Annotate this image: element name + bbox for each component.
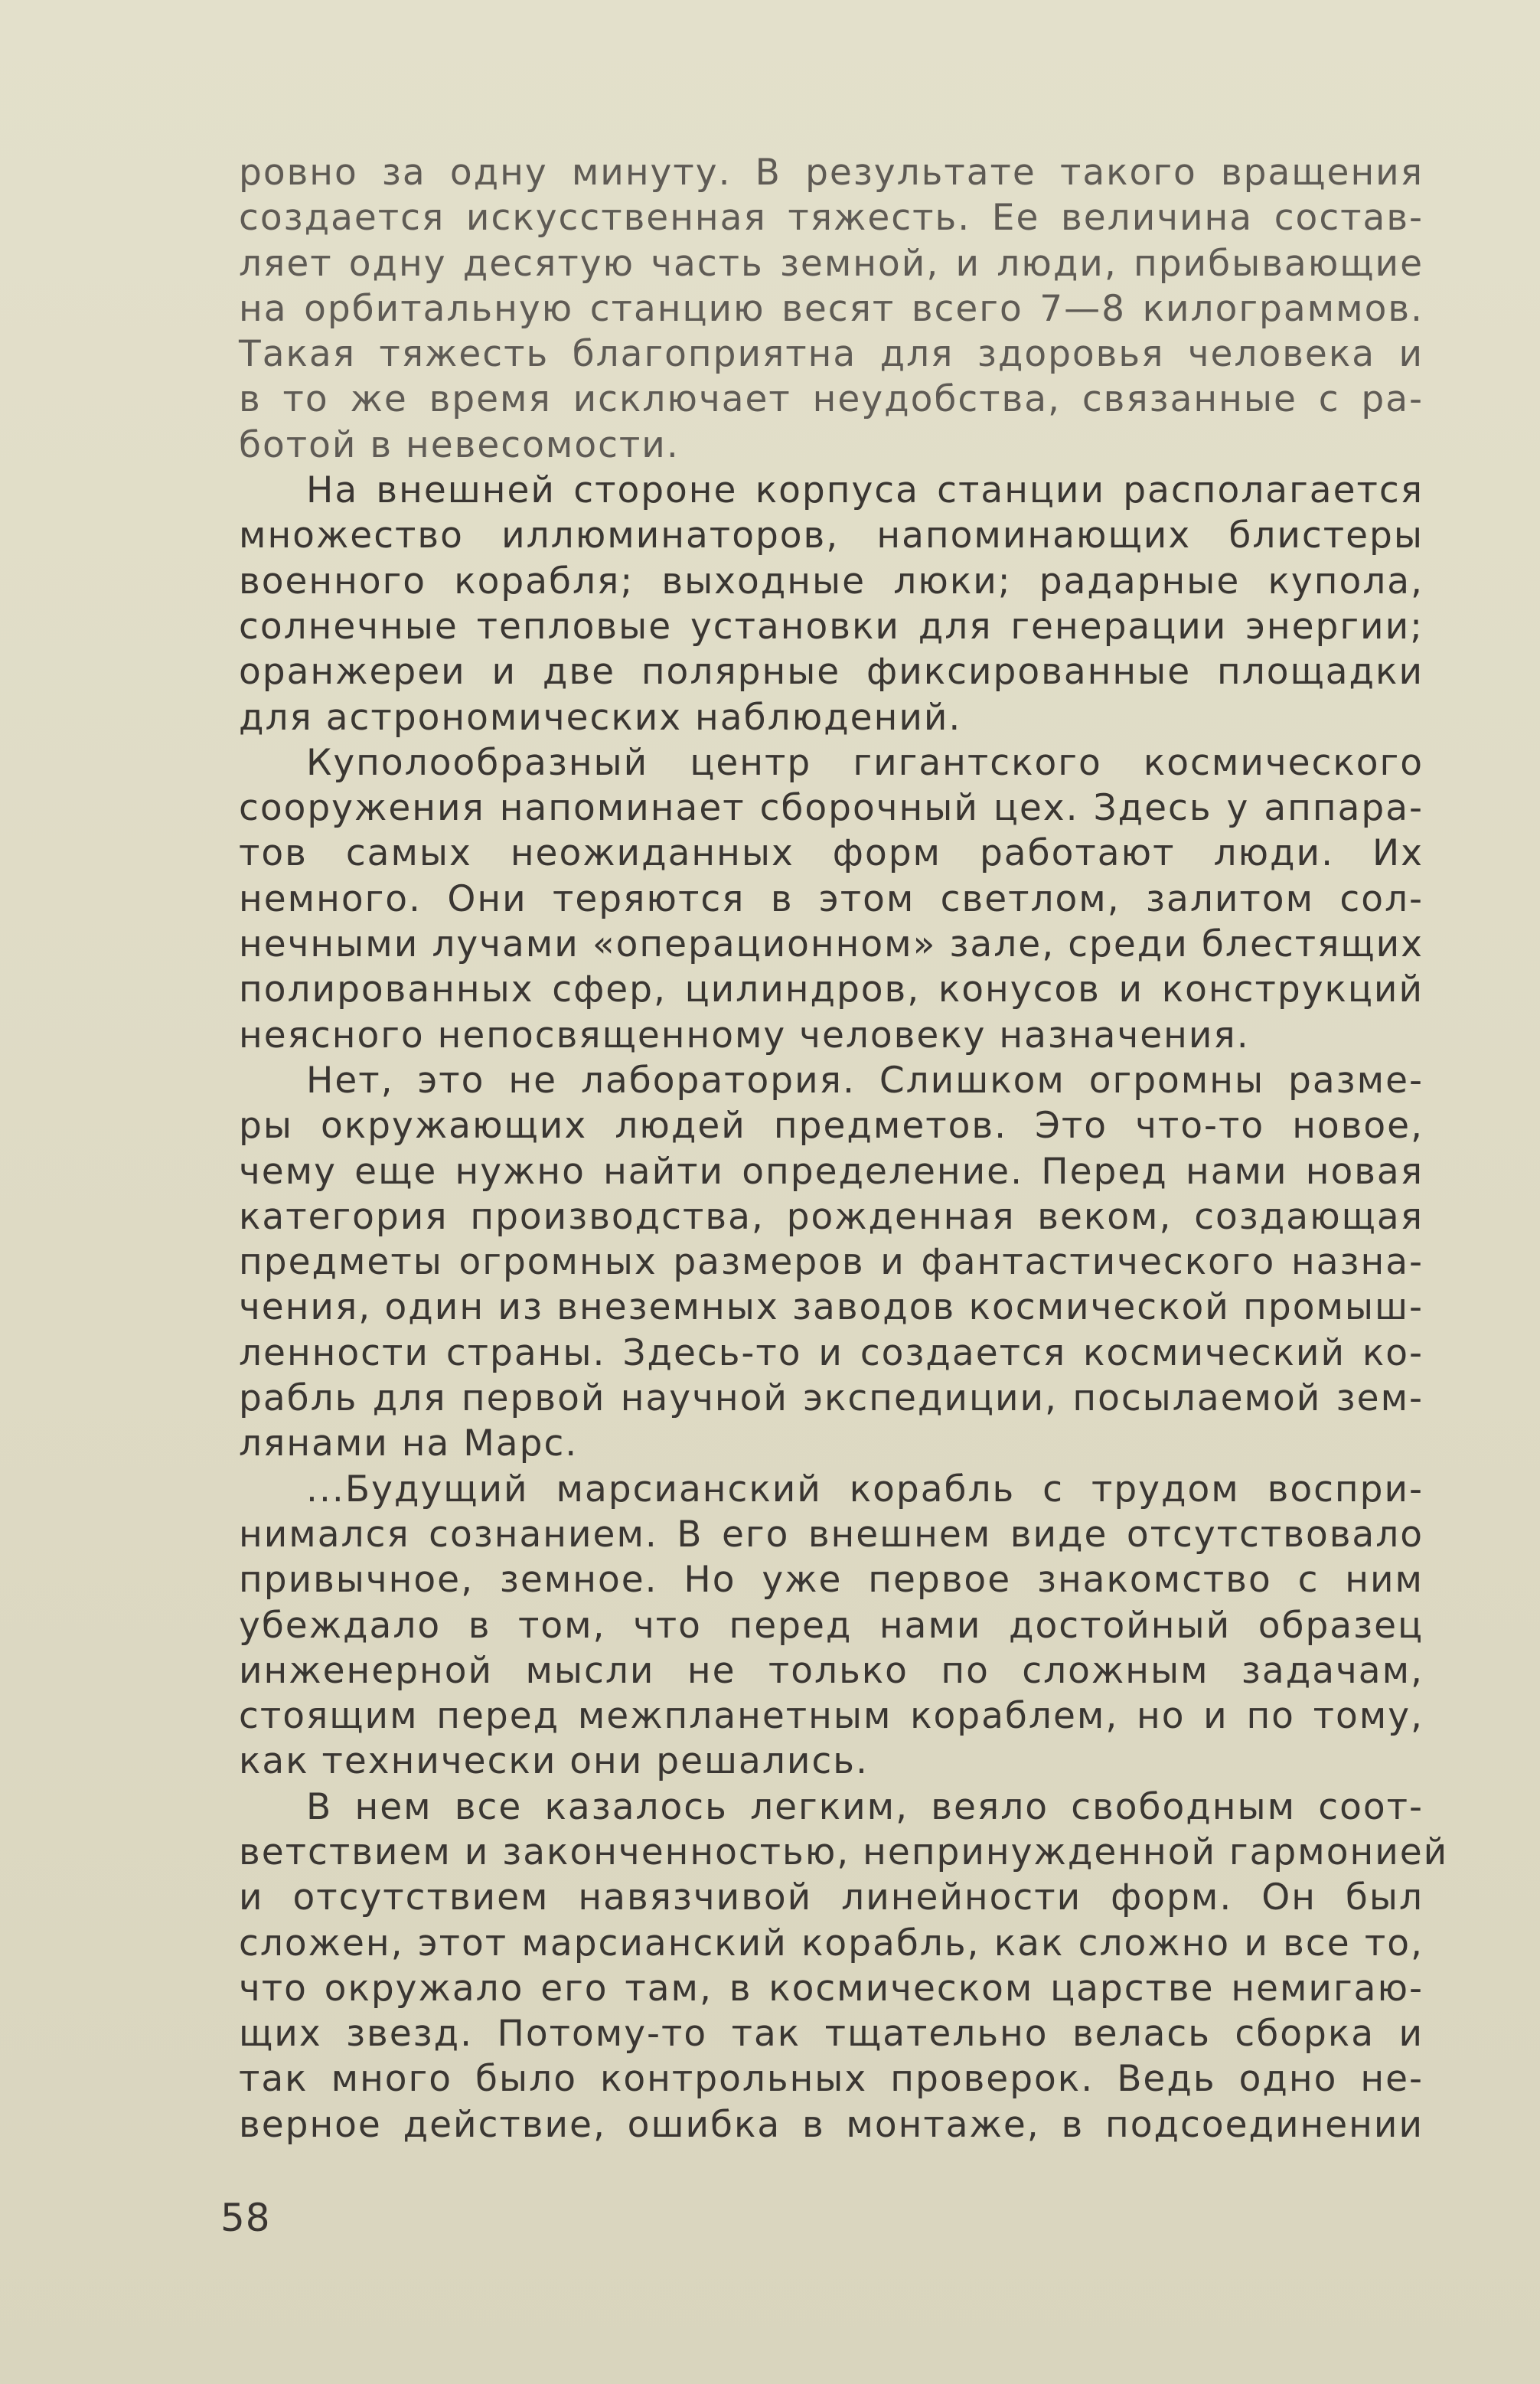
text-line: немного. Они теряются в этом светлом, залитом сол-: [239, 877, 1424, 920]
text-line: солнечные тепловые установки для генерации энергии;: [239, 605, 1424, 648]
text-line: категория производства, рожденная веком, создающая: [239, 1195, 1424, 1238]
text-line: чему еще нужно найти определение. Перед нами новая: [239, 1150, 1424, 1193]
text-line: привычное, земное. Но уже первое знакомство с ним: [239, 1559, 1424, 1602]
text-line: неясного непосвященному человеку назначения.: [239, 1014, 1250, 1056]
text-line: для астрономических наблюдений.: [239, 696, 962, 739]
text-line: полированных сфер, цилиндров, конусов и конструкций: [239, 968, 1424, 1011]
text-line: щих звезд. Потому-то так тщательно велась сборка и: [239, 2013, 1424, 2056]
text-line: убеждало в том, что перед нами достойный образец: [239, 1604, 1424, 1647]
text-line: предметы огромных размеров и фантастического назна-: [239, 1241, 1424, 1284]
text-line: в то же время исключает неудобства, связанные с ра-: [239, 378, 1424, 421]
text-line: нечными лучами «операционном» зале, среди блестящих: [239, 923, 1424, 966]
body-text: [239, 150, 1449, 2147]
text-line: тов самых неожиданных форм работают люди. Их: [239, 832, 1424, 875]
text-line: ровно за одну минуту. В результате такого вращения: [239, 152, 1424, 194]
text-line: ленности страны. Здесь-то и создается космический ко-: [239, 1331, 1424, 1374]
text-line: сложен, этот марсианский корабль, как сложно и все то,: [239, 1922, 1424, 1964]
text-line: множество иллюминаторов, напоминающих блистеры: [239, 514, 1424, 557]
text-line: так много было контрольных проверок. Ведь одно не-: [239, 2058, 1424, 2101]
text-line: чения, один из внеземных заводов космической промыш-: [239, 1286, 1424, 1329]
text-line: нимался сознанием. В его внешнем виде отсутствовало: [239, 1513, 1424, 1556]
text-line: как технически они решались.: [239, 1740, 869, 1783]
text-line: и отсутствием навязчивой линейности форм. Он был: [239, 1876, 1424, 1919]
text-line: ботой в невесомости.: [239, 423, 680, 466]
text-line: военного корабля; выходные люки; радарные купола,: [239, 560, 1424, 603]
text-line: ры окружающих людей предметов. Это что-то новое,: [239, 1105, 1424, 1148]
text-line: Нет, это не лаборатория. Слишком огромны разме-: [306, 1059, 1424, 1102]
text-line: что окружало его там, в космическом царстве немигаю-: [239, 1967, 1424, 2010]
text-line: на орбитальную станцию весят всего 7—8 килограммов.: [239, 287, 1424, 330]
text-line: оранжереи и две полярные фиксированные площадки: [239, 651, 1424, 694]
text-line: стоящим перед межпланетным кораблем, но и по тому,: [239, 1695, 1424, 1738]
text-line: создается искусственная тяжесть. Ее величина состав-: [239, 197, 1424, 240]
text-line: Такая тяжесть благоприятна для здоровья человека и: [239, 333, 1424, 376]
text-line: инженерной мысли не только по сложным задачам,: [239, 1649, 1424, 1692]
text-line: ...Будущий марсианский корабль с трудом воспри-: [306, 1468, 1424, 1510]
text-line: В нем все казалось легким, веяло свободным соот-: [306, 1785, 1424, 1828]
text-line: сооружения напоминает сборочный цех. Здесь у аппара-: [239, 787, 1424, 830]
text-line: рабль для первой научной экспедиции, посылаемой зем-: [239, 1377, 1424, 1420]
page-number: 58: [220, 2196, 271, 2240]
text-line: верное действие, ошибка в монтаже, в подсоединении: [239, 2103, 1424, 2146]
text-line: ветствием и законченностью, непринужденной гармонией: [239, 1830, 1449, 1873]
text-line: лянами на Марс.: [239, 1422, 579, 1465]
text-line: Куполообразный центр гигантского космического: [306, 741, 1424, 784]
text-line: ляет одну десятую часть земной, и люди, прибывающие: [239, 242, 1424, 285]
text-line: На внешней стороне корпуса станции располагается: [306, 469, 1424, 512]
